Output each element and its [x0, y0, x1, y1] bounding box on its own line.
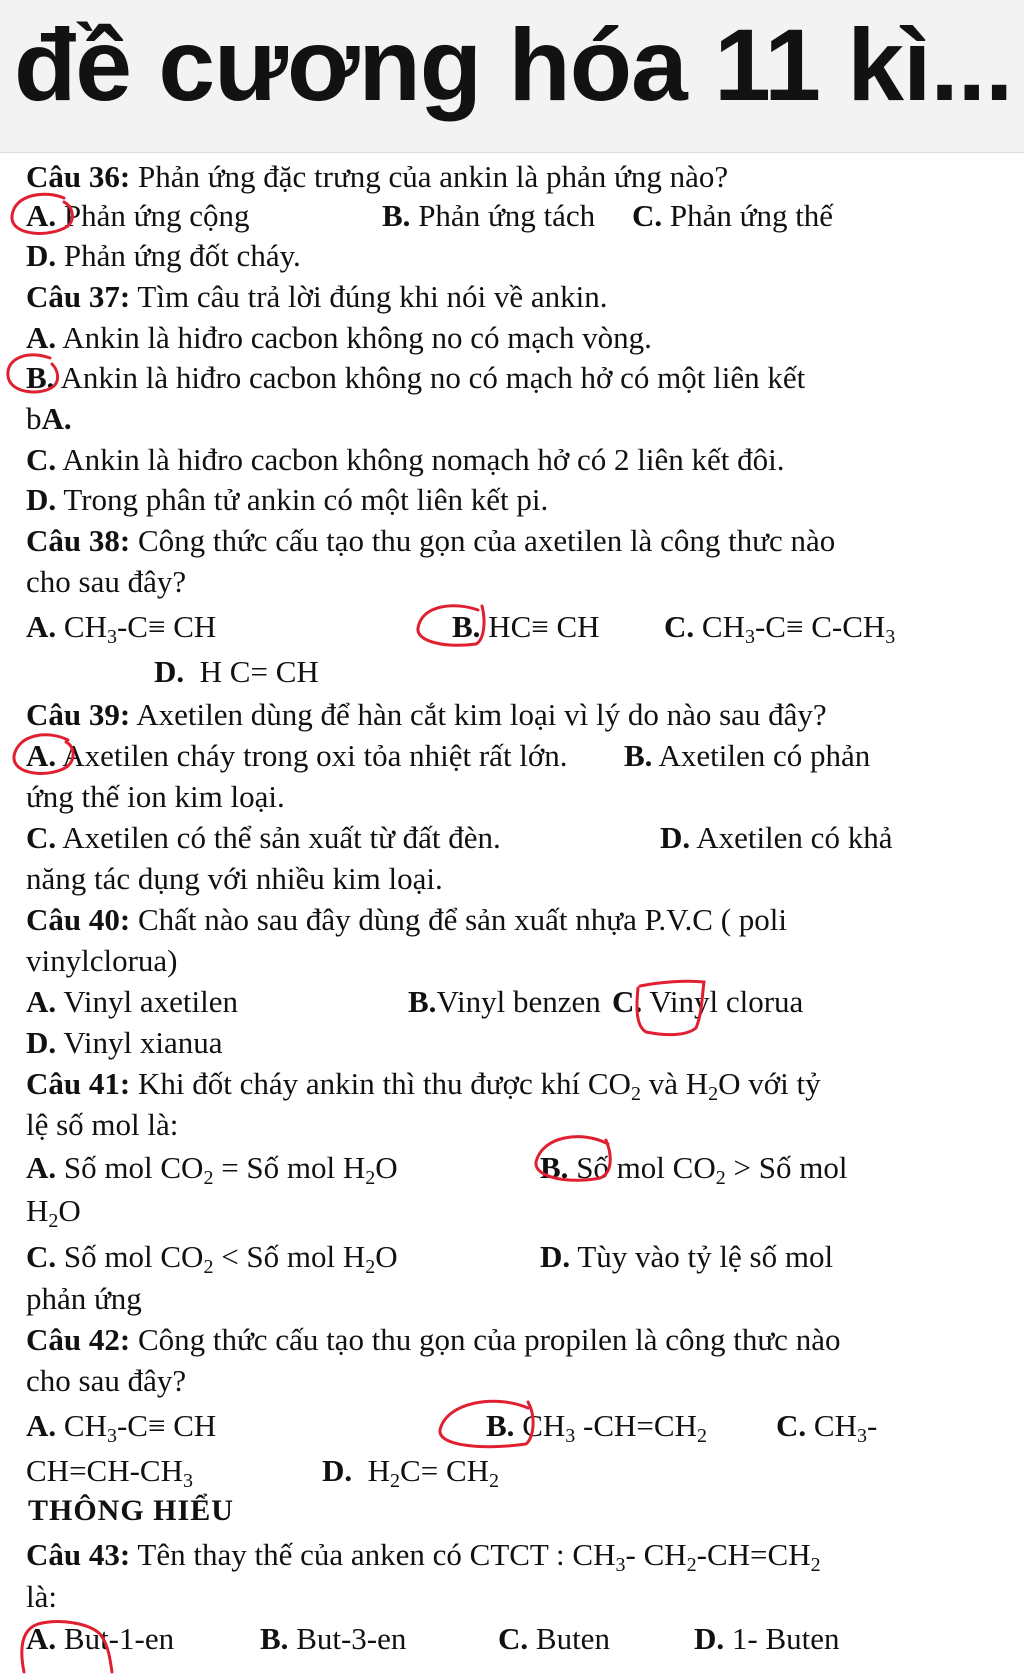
option-40-b: B.Vinyl benzen	[408, 984, 601, 1019]
option-37-b: B. Ankin là hiđro cacbon không no có mạch hở có một liên kết	[26, 360, 806, 395]
option-42-c: C. $CH_3-$	[776, 1408, 878, 1447]
question-43-stem-cont: là:	[26, 1579, 57, 1614]
option-43-b: B. But-3-en	[260, 1621, 407, 1656]
option-39-c: C. Axetilen có thể sản xuất từ đất đèn.	[26, 820, 501, 855]
option-40-c: C. Vinyl clorua	[612, 984, 804, 1019]
question-41-stem-cont: lệ số mol là:	[26, 1107, 179, 1142]
option-36-d: D. Phản ứng đốt cháy.	[26, 238, 301, 273]
option-36-a: A. Phản ứng cộng	[26, 198, 250, 233]
option-39-d-continued: năng tác dụng với nhiều kim loại.	[26, 861, 443, 896]
option-43-c: C. Buten	[498, 1621, 610, 1656]
option-37-b-continued: bA.	[26, 401, 72, 436]
option-38-a: A. $CH_3-C\equiv$ CH	[26, 609, 217, 648]
question-40-stem-cont: vinylclorua)	[26, 943, 178, 978]
question-42-stem: Câu 42: Công thức cấu tạo thu gọn của propilen là công thưc nào	[26, 1322, 841, 1357]
option-36-c: C. Phản ứng thế	[632, 198, 834, 233]
section-heading: THÔNG HIỂU	[28, 1494, 234, 1527]
option-39-b: B. Axetilen có phản	[624, 738, 871, 773]
app-header	[0, 0, 1024, 153]
option-42-c-continued: $CH=CH-CH_3$	[26, 1453, 193, 1492]
option-38-c: C. $CH_3-C\equiv C-CH_3$	[664, 609, 896, 648]
option-42-a: A. $CH_3-C\equiv$ CH	[26, 1408, 217, 1447]
option-41-c: C. Số mol $CO_2$ < Số mol $H_2O$	[26, 1239, 398, 1278]
option-41-d: D. Tùy vào tỷ lệ số mol	[540, 1239, 834, 1274]
option-41-d-continued: phản ứng	[26, 1281, 142, 1316]
option-40-a: A. Vinyl axetilen	[26, 984, 238, 1019]
question-37-stem: Câu 37: Tìm câu trả lời đúng khi nói về ankin.	[26, 279, 608, 314]
option-40-d: D. Vinyl xianua	[26, 1025, 223, 1060]
document-page	[0, 152, 1024, 1678]
option-39-d: D. Axetilen có khả	[660, 820, 893, 855]
option-42-d: D. $H_2C= CH_2$	[322, 1453, 500, 1492]
option-37-d: D. Trong phân tử ankin có một liên kết pi.	[26, 482, 549, 517]
page-title: đề cương hóa 11 kì...	[14, 8, 1013, 122]
question-40-stem: Câu 40: Chất nào sau đây dùng để sản xuất nhựa P.V.C ( poli	[26, 902, 788, 937]
option-43-d: D. 1- Buten	[694, 1621, 840, 1656]
option-38-d: D. H C= CH	[154, 654, 319, 689]
option-42-b: B. $CH_3$ $-CH=CH_2$	[486, 1408, 707, 1447]
option-37-a: A. Ankin là hiđro cacbon không no có mạch vòng.	[26, 320, 652, 355]
question-38-stem: Câu 38: Công thức cấu tạo thu gọn của axetilen là công thưc nào	[26, 523, 836, 558]
question-43-stem: Câu 43: Tên thay thế của anken có CTCT : $CH_3-$ $CH_2-CH=CH_2$	[26, 1537, 821, 1576]
question-38-stem-cont: cho sau đây?	[26, 564, 187, 599]
option-36-b: B. Phản ứng tách	[382, 198, 596, 233]
option-39-b-continued: ứng thế ion kim loại.	[26, 779, 285, 814]
option-39-a: A. Axetilen cháy trong oxi tỏa nhiệt rất lớn.	[26, 738, 568, 773]
question-41-stem: Câu 41: Khi đốt cháy ankin thì thu được khí $CO_2$ và $H_2O$ với tỷ	[26, 1066, 821, 1105]
option-41-a: A. Số mol $CO_2$ = Số mol $H_2O$	[26, 1150, 398, 1189]
option-38-b: B. HC≡ CH	[452, 609, 600, 644]
option-41-b-continued: $H_2O$	[26, 1193, 81, 1232]
question-39-stem: Câu 39: Axetilen dùng để hàn cắt kim loại vì lý do nào sau đây?	[26, 697, 827, 732]
question-42-stem-cont: cho sau đây?	[26, 1363, 187, 1398]
option-41-b: B. Số mol $CO_2$ > Số mol	[540, 1150, 848, 1189]
option-43-a: A. But-1-en	[26, 1621, 175, 1656]
option-37-c: C. Ankin là hiđro cacbon không nomạch hở có 2 liên kết đôi.	[26, 442, 785, 477]
question-36-stem: Câu 36: Phản ứng đặc trưng của ankin là phản ứng nào?	[26, 159, 729, 194]
